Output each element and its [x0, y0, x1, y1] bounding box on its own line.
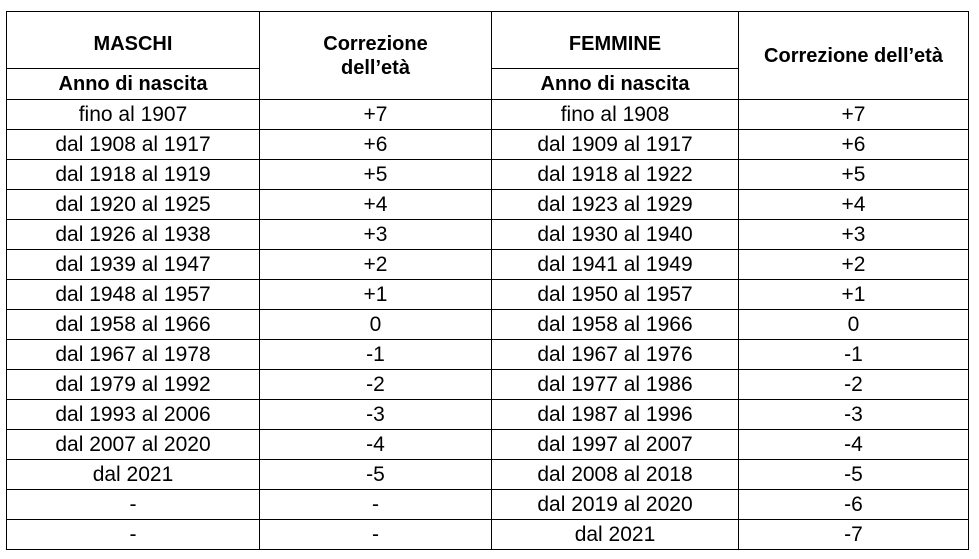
femmine-anno-cell: dal 1967 al 1976 — [492, 340, 739, 370]
maschi-anno-cell: - — [7, 490, 260, 520]
maschi-correzione-cell: +6 — [260, 130, 492, 160]
maschi-anno-cell: dal 1979 al 1992 — [7, 370, 260, 400]
femmine-anno-cell: dal 2021 — [492, 520, 739, 550]
table-row — [7, 460, 969, 490]
maschi-correzione-cell: +5 — [260, 160, 492, 190]
table-body — [7, 100, 969, 550]
femmine-anno-cell: dal 1930 al 1940 — [492, 220, 739, 250]
header-anno-femmine: Anno di nascita — [492, 69, 739, 100]
maschi-anno-cell: dal 1967 al 1978 — [7, 340, 260, 370]
header-correzione-maschi-line1: Correzione — [323, 32, 428, 55]
maschi-anno-cell: dal 1926 al 1938 — [7, 220, 260, 250]
femmine-correzione-cell: +4 — [739, 190, 969, 220]
femmine-correzione-cell: +3 — [739, 220, 969, 250]
table-row — [7, 100, 969, 130]
table-row — [7, 370, 969, 400]
maschi-correzione-cell: +2 — [260, 250, 492, 280]
table-row — [7, 520, 969, 550]
maschi-anno-cell: fino al 1907 — [7, 100, 260, 130]
table-row — [7, 400, 969, 430]
table-row — [7, 250, 969, 280]
femmine-anno-cell: dal 1987 al 1996 — [492, 400, 739, 430]
maschi-correzione-cell: - — [260, 520, 492, 550]
maschi-anno-cell: dal 1908 al 1917 — [7, 130, 260, 160]
table-row — [7, 430, 969, 460]
femmine-anno-cell: dal 1918 al 1922 — [492, 160, 739, 190]
maschi-anno-cell: dal 1918 al 1919 — [7, 160, 260, 190]
femmine-anno-cell: dal 2008 al 2018 — [492, 460, 739, 490]
femmine-anno-cell: dal 1950 al 1957 — [492, 280, 739, 310]
femmine-correzione-cell: -4 — [739, 430, 969, 460]
femmine-correzione-cell: -5 — [739, 460, 969, 490]
header-correzione-maschi-line2: dell’età — [341, 56, 410, 79]
maschi-correzione-cell: 0 — [260, 310, 492, 340]
maschi-correzione-cell: +4 — [260, 190, 492, 220]
maschi-correzione-cell: -2 — [260, 370, 492, 400]
femmine-correzione-cell: +1 — [739, 280, 969, 310]
maschi-anno-cell: - — [7, 520, 260, 550]
femmine-anno-cell: dal 1997 al 2007 — [492, 430, 739, 460]
table-row — [7, 160, 969, 190]
femmine-correzione-cell: -6 — [739, 490, 969, 520]
femmine-correzione-cell: -2 — [739, 370, 969, 400]
maschi-anno-cell: dal 1958 al 1966 — [7, 310, 260, 340]
table-row — [7, 130, 969, 160]
femmine-anno-cell: dal 1923 al 1929 — [492, 190, 739, 220]
femmine-correzione-cell: -1 — [739, 340, 969, 370]
header-correzione-maschi — [260, 12, 492, 100]
maschi-correzione-cell: -1 — [260, 340, 492, 370]
maschi-correzione-cell: - — [260, 490, 492, 520]
maschi-correzione-cell: -3 — [260, 400, 492, 430]
femmine-correzione-cell: +5 — [739, 160, 969, 190]
header-anno-maschi: Anno di nascita — [7, 69, 260, 100]
maschi-correzione-cell: -4 — [260, 430, 492, 460]
table-row — [7, 220, 969, 250]
femmine-anno-cell: dal 1909 al 1917 — [492, 130, 739, 160]
maschi-correzione-cell: -5 — [260, 460, 492, 490]
header-correzione-femmine: Correzione dell’età — [739, 12, 969, 100]
maschi-anno-cell: dal 2007 al 2020 — [7, 430, 260, 460]
femmine-correzione-cell: 0 — [739, 310, 969, 340]
table-row — [7, 190, 969, 220]
femmine-correzione-cell: -7 — [739, 520, 969, 550]
maschi-anno-cell: dal 2021 — [7, 460, 260, 490]
maschi-correzione-cell: +7 — [260, 100, 492, 130]
table-row — [7, 340, 969, 370]
header-femmine: FEMMINE — [492, 12, 739, 69]
table-row — [7, 310, 969, 340]
header-row-top — [7, 12, 969, 69]
table-row — [7, 490, 969, 520]
maschi-correzione-cell: +1 — [260, 280, 492, 310]
femmine-anno-cell: dal 1958 al 1966 — [492, 310, 739, 340]
age-correction-table-wrapper — [6, 11, 968, 550]
maschi-anno-cell: dal 1948 al 1957 — [7, 280, 260, 310]
maschi-anno-cell: dal 1993 al 2006 — [7, 400, 260, 430]
maschi-anno-cell: dal 1920 al 1925 — [7, 190, 260, 220]
femmine-anno-cell: fino al 1908 — [492, 100, 739, 130]
femmine-correzione-cell: -3 — [739, 400, 969, 430]
maschi-anno-cell: dal 1939 al 1947 — [7, 250, 260, 280]
femmine-anno-cell: dal 2019 al 2020 — [492, 490, 739, 520]
femmine-anno-cell: dal 1977 al 1986 — [492, 370, 739, 400]
femmine-anno-cell: dal 1941 al 1949 — [492, 250, 739, 280]
table-row — [7, 280, 969, 310]
maschi-correzione-cell: +3 — [260, 220, 492, 250]
femmine-correzione-cell: +7 — [739, 100, 969, 130]
header-maschi: MASCHI — [7, 12, 260, 69]
femmine-correzione-cell: +6 — [739, 130, 969, 160]
age-correction-table — [6, 11, 969, 550]
femmine-correzione-cell: +2 — [739, 250, 969, 280]
